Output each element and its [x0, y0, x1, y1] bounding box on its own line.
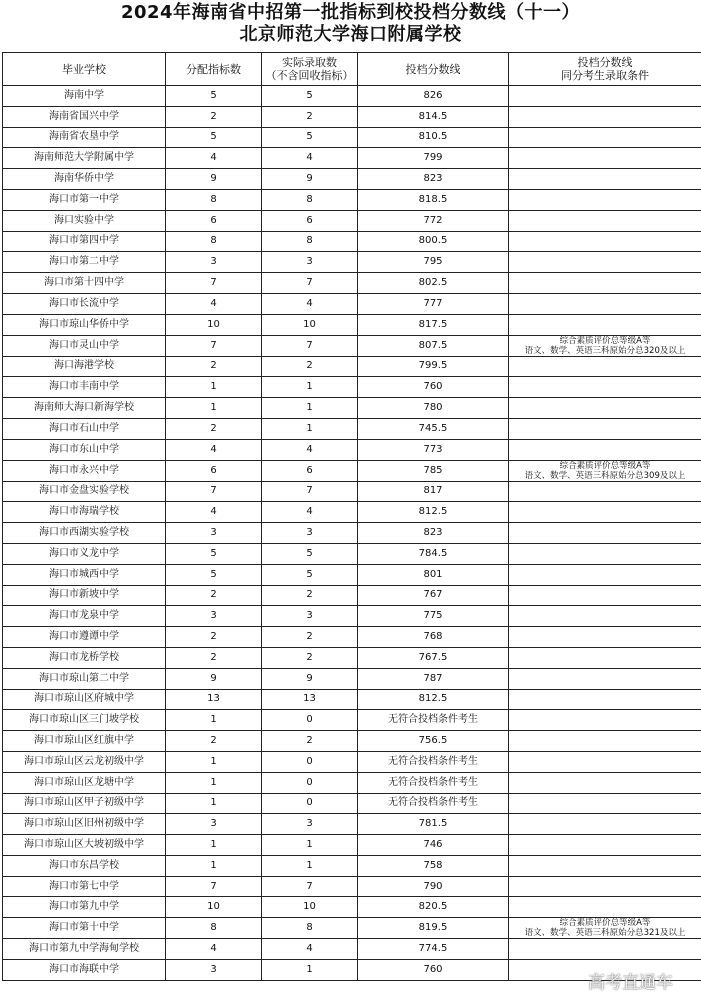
- cell-condition: [509, 377, 701, 398]
- cell-condition: [509, 564, 701, 585]
- cell-school: 海南省国兴中学: [3, 106, 166, 127]
- table-row: [3, 439, 701, 460]
- cell-actual: 0: [262, 710, 358, 731]
- cell-score: 817.5: [358, 314, 509, 335]
- cell-actual: 4: [262, 502, 358, 523]
- cell-school: 海口海港学校: [3, 356, 166, 377]
- cell-condition: [509, 335, 701, 356]
- cell-school: 海口市第七中学: [3, 876, 166, 897]
- cell-score: 819.5: [358, 918, 509, 939]
- cell-condition: [509, 751, 701, 772]
- table-row: [3, 398, 701, 419]
- cell-condition: [509, 418, 701, 439]
- cell-condition: [509, 148, 701, 169]
- cell-score: 810.5: [358, 127, 509, 148]
- cell-school: 海口市琼山区云龙初级中学: [3, 751, 166, 772]
- cell-actual: 7: [262, 273, 358, 294]
- table-row: [3, 127, 701, 148]
- table-row: [3, 106, 701, 127]
- table-body: [3, 86, 701, 981]
- cell-school: 海口市龙桥学校: [3, 647, 166, 668]
- table-row: [3, 564, 701, 585]
- document-title: 2024年海南省中招第一批指标到校投档分数线（十一）: [120, 2, 581, 23]
- cell-quota: 2: [166, 627, 262, 648]
- cell-score: 780: [358, 398, 509, 419]
- cell-condition: [509, 481, 701, 502]
- cell-actual: 1: [262, 418, 358, 439]
- cell-actual: 2: [262, 356, 358, 377]
- cell-condition: [509, 814, 701, 835]
- cell-quota: 2: [166, 418, 262, 439]
- cell-school: 海口市琼山区三门坡学校: [3, 710, 166, 731]
- cell-actual: 5: [262, 86, 358, 107]
- cell-school: 海口市第二中学: [3, 252, 166, 273]
- condition-line1: 综合素质评价总等级A等: [559, 918, 651, 929]
- cell-school: 海口市琼山区甲子初级中学: [3, 793, 166, 814]
- cell-score: 818.5: [358, 189, 509, 210]
- cell-school: 海口市金盘实验学校: [3, 481, 166, 502]
- cell-quota: 4: [166, 502, 262, 523]
- table-row: [3, 460, 701, 481]
- cell-school: 海南华侨中学: [3, 169, 166, 190]
- table-row: [3, 627, 701, 648]
- table-row: [3, 148, 701, 169]
- cell-score: 799: [358, 148, 509, 169]
- header-actual: [262, 53, 358, 86]
- cell-condition: [509, 86, 701, 107]
- cell-score: 758: [358, 855, 509, 876]
- cell-actual: 9: [262, 169, 358, 190]
- cell-condition: [509, 293, 701, 314]
- cell-condition: [509, 502, 701, 523]
- cell-quota: 2: [166, 356, 262, 377]
- cell-actual: 6: [262, 460, 358, 481]
- cell-score: 823: [358, 169, 509, 190]
- cell-condition: [509, 627, 701, 648]
- cell-actual: 3: [262, 252, 358, 273]
- table-row: [3, 231, 701, 252]
- cell-quota: 7: [166, 273, 262, 294]
- cell-score: 790: [358, 876, 509, 897]
- cell-condition: [509, 127, 701, 148]
- condition-line2: 语文、数学、英语三科原始分总321及以上: [524, 928, 686, 939]
- table-row: [3, 876, 701, 897]
- cell-quota: 2: [166, 585, 262, 606]
- cell-score: 807.5: [358, 335, 509, 356]
- cell-actual: 5: [262, 564, 358, 585]
- table-row: [3, 772, 701, 793]
- cell-quota: 1: [166, 772, 262, 793]
- cell-actual: 0: [262, 751, 358, 772]
- cell-score: 799.5: [358, 356, 509, 377]
- document-subtitle: 北京师范大学海口附属学校: [239, 24, 462, 45]
- cell-actual: 6: [262, 210, 358, 231]
- cell-actual: 0: [262, 793, 358, 814]
- cell-school: 海口市第一中学: [3, 189, 166, 210]
- table-row: [3, 543, 701, 564]
- cell-school: 海口市灵山中学: [3, 335, 166, 356]
- cell-actual: 2: [262, 106, 358, 127]
- cell-score: 785: [358, 460, 509, 481]
- cell-school: 海口市琼山区大坡初级中学: [3, 835, 166, 856]
- cell-score: 812.5: [358, 689, 509, 710]
- cell-school: 海口市海联中学: [3, 960, 166, 981]
- cell-school: 海口实验中学: [3, 210, 166, 231]
- cell-school: 海口市琼山区红旗中学: [3, 731, 166, 752]
- cell-school: 海口市西湖实验学校: [3, 523, 166, 544]
- cell-quota: 2: [166, 731, 262, 752]
- cell-quota: 10: [166, 314, 262, 335]
- cell-score: 746: [358, 835, 509, 856]
- table-row: [3, 939, 701, 960]
- cell-quota: 4: [166, 293, 262, 314]
- cell-school: 海口市琼山区龙塘中学: [3, 772, 166, 793]
- cell-condition: [509, 710, 701, 731]
- cell-actual: 4: [262, 293, 358, 314]
- cell-quota: 8: [166, 231, 262, 252]
- cell-actual: 13: [262, 689, 358, 710]
- table-row: [3, 418, 701, 439]
- table-row: [3, 481, 701, 502]
- cell-actual: 8: [262, 231, 358, 252]
- cell-school: 海口市遵谭中学: [3, 627, 166, 648]
- cell-quota: 2: [166, 106, 262, 127]
- cell-actual: 1: [262, 398, 358, 419]
- header-actual-line2: （不含回收指标）: [265, 69, 354, 82]
- condition-line2: 语文、数学、英语三科原始分总309及以上: [524, 470, 686, 481]
- cell-actual: 2: [262, 585, 358, 606]
- cell-score: 802.5: [358, 273, 509, 294]
- cell-actual: 0: [262, 772, 358, 793]
- cell-score: 800.5: [358, 231, 509, 252]
- table-row: [3, 647, 701, 668]
- cell-school: 海南师大海口新海学校: [3, 398, 166, 419]
- cell-school: 海口市琼山区旧州初级中学: [3, 814, 166, 835]
- table-row: [3, 273, 701, 294]
- cell-actual: 7: [262, 481, 358, 502]
- cell-quota: 3: [166, 606, 262, 627]
- cell-actual: 1: [262, 377, 358, 398]
- cell-school: 海口市海瑞学校: [3, 502, 166, 523]
- cell-school: 海口市琼山第二中学: [3, 668, 166, 689]
- cell-score: 777: [358, 293, 509, 314]
- cell-score: 756.5: [358, 731, 509, 752]
- cell-score: 812.5: [358, 502, 509, 523]
- cell-school: 海口市第九中学: [3, 897, 166, 918]
- table-row: [3, 814, 701, 835]
- cell-quota: 1: [166, 793, 262, 814]
- cell-actual: 7: [262, 335, 358, 356]
- cell-quota: 7: [166, 335, 262, 356]
- cell-school: 海口市东山中学: [3, 439, 166, 460]
- cell-school: 海口市丰南中学: [3, 377, 166, 398]
- table-row: [3, 689, 701, 710]
- cell-quota: 4: [166, 939, 262, 960]
- cell-quota: 9: [166, 668, 262, 689]
- table-row: [3, 585, 701, 606]
- cell-score: 772: [358, 210, 509, 231]
- cell-actual: 8: [262, 918, 358, 939]
- cell-quota: 5: [166, 127, 262, 148]
- header-score: 投档分数线: [358, 53, 509, 86]
- cell-score: 801: [358, 564, 509, 585]
- cell-quota: 3: [166, 814, 262, 835]
- cell-score: 无符合投档条件考生: [358, 751, 509, 772]
- cell-school: 海口市义龙中学: [3, 543, 166, 564]
- table-row: [3, 169, 701, 190]
- cell-quota: 3: [166, 523, 262, 544]
- table-header-row: [3, 53, 701, 86]
- cell-school: 海南省农垦中学: [3, 127, 166, 148]
- cell-actual: 2: [262, 647, 358, 668]
- table-row: [3, 293, 701, 314]
- header-school: 毕业学校: [3, 53, 166, 86]
- cell-quota: 6: [166, 460, 262, 481]
- cell-score: 768: [358, 627, 509, 648]
- cell-school: 海口市城西中学: [3, 564, 166, 585]
- cell-condition: [509, 606, 701, 627]
- cell-condition: [509, 398, 701, 419]
- header-condition-line2: 同分考生录取条件: [561, 69, 649, 82]
- cell-school: 海口市第十四中学: [3, 273, 166, 294]
- table-row: [3, 523, 701, 544]
- cell-quota: 3: [166, 960, 262, 981]
- cell-school: 海口市龙泉中学: [3, 606, 166, 627]
- table-row: [3, 855, 701, 876]
- cell-actual: 1: [262, 960, 358, 981]
- cell-actual: 3: [262, 606, 358, 627]
- cell-condition: [509, 252, 701, 273]
- cell-score: 760: [358, 960, 509, 981]
- cell-quota: 6: [166, 210, 262, 231]
- cell-condition: [509, 731, 701, 752]
- cell-school: 海口市琼山华侨中学: [3, 314, 166, 335]
- cell-condition: [509, 772, 701, 793]
- cell-score: 826: [358, 86, 509, 107]
- header-condition-line1: 投档分数线: [577, 56, 633, 69]
- cell-score: 784.5: [358, 543, 509, 564]
- table-row: [3, 793, 701, 814]
- cell-school: 海口市第九中学海甸学校: [3, 939, 166, 960]
- cell-actual: 1: [262, 855, 358, 876]
- cell-condition: [509, 439, 701, 460]
- table-row: [3, 86, 701, 107]
- condition-line1: 综合素质评价总等级A等: [559, 335, 651, 346]
- cell-actual: 3: [262, 523, 358, 544]
- cell-score: 745.5: [358, 418, 509, 439]
- cell-school: 海南中学: [3, 86, 166, 107]
- cell-actual: 1: [262, 835, 358, 856]
- cell-quota: 9: [166, 169, 262, 190]
- cell-score: 814.5: [358, 106, 509, 127]
- cell-school: 海口市永兴中学: [3, 460, 166, 481]
- cell-actual: 4: [262, 439, 358, 460]
- table-row: [3, 710, 701, 731]
- cell-quota: 4: [166, 439, 262, 460]
- cell-quota: 1: [166, 751, 262, 772]
- cell-quota: 1: [166, 710, 262, 731]
- cell-actual: 9: [262, 668, 358, 689]
- cell-actual: 2: [262, 731, 358, 752]
- cell-condition: [509, 523, 701, 544]
- header-quota: 分配指标数: [166, 53, 262, 86]
- cell-condition: [509, 855, 701, 876]
- cell-actual: 5: [262, 127, 358, 148]
- cell-quota: 8: [166, 189, 262, 210]
- cell-quota: 5: [166, 543, 262, 564]
- cell-score: 781.5: [358, 814, 509, 835]
- cell-score: 无符合投档条件考生: [358, 710, 509, 731]
- cell-school: 海口市东昌学校: [3, 855, 166, 876]
- cell-score: 820.5: [358, 897, 509, 918]
- cell-school: 海口市琼山区府城中学: [3, 689, 166, 710]
- cell-score: 无符合投档条件考生: [358, 772, 509, 793]
- cell-school: 海口市长流中学: [3, 293, 166, 314]
- cell-score: 775: [358, 606, 509, 627]
- cell-score: 760: [358, 377, 509, 398]
- cell-quota: 3: [166, 252, 262, 273]
- table-row: [3, 189, 701, 210]
- cell-school: 海口市第四中学: [3, 231, 166, 252]
- cell-condition: [509, 939, 701, 960]
- cell-condition: [509, 543, 701, 564]
- cell-quota: 5: [166, 564, 262, 585]
- cell-quota: 1: [166, 855, 262, 876]
- cell-score: 823: [358, 523, 509, 544]
- cell-quota: 4: [166, 148, 262, 169]
- table-row: [3, 731, 701, 752]
- table-row: [3, 751, 701, 772]
- cell-condition: [509, 189, 701, 210]
- cell-actual: 4: [262, 148, 358, 169]
- cell-actual: 10: [262, 897, 358, 918]
- cell-quota: 7: [166, 481, 262, 502]
- cell-quota: 7: [166, 876, 262, 897]
- cell-school: 海口市新坡中学: [3, 585, 166, 606]
- cell-score: 774.5: [358, 939, 509, 960]
- cell-school: 海口市石山中学: [3, 418, 166, 439]
- cell-quota: 1: [166, 377, 262, 398]
- table-row: [3, 918, 701, 939]
- cell-score: 787: [358, 668, 509, 689]
- cell-score: 773: [358, 439, 509, 460]
- cell-actual: 3: [262, 814, 358, 835]
- cell-condition: [509, 689, 701, 710]
- table-row: [3, 335, 701, 356]
- cell-actual: 8: [262, 189, 358, 210]
- header-condition: [509, 53, 701, 86]
- cell-school: 海南师范大学附属中学: [3, 148, 166, 169]
- cell-quota: 1: [166, 835, 262, 856]
- cell-condition: [509, 356, 701, 377]
- table-row: [3, 668, 701, 689]
- table-row: [3, 377, 701, 398]
- cell-condition: [509, 314, 701, 335]
- cell-score: 795: [358, 252, 509, 273]
- cell-condition: [509, 231, 701, 252]
- cell-actual: 2: [262, 627, 358, 648]
- table-row: [3, 356, 701, 377]
- cell-actual: 7: [262, 876, 358, 897]
- cell-condition: [509, 793, 701, 814]
- cell-condition: [509, 106, 701, 127]
- cell-condition: [509, 460, 701, 481]
- score-table: [2, 52, 701, 981]
- header-actual-line1: 实际录取数: [282, 56, 337, 69]
- cell-score: 无符合投档条件考生: [358, 793, 509, 814]
- table-row: [3, 835, 701, 856]
- cell-condition: [509, 273, 701, 294]
- condition-line2: 语文、数学、英语三科原始分总320及以上: [524, 345, 686, 356]
- watermark: 高考直通车: [588, 973, 673, 993]
- cell-condition: [509, 585, 701, 606]
- cell-quota: 8: [166, 918, 262, 939]
- cell-quota: 13: [166, 689, 262, 710]
- cell-condition: [509, 647, 701, 668]
- table-row: [3, 897, 701, 918]
- cell-condition: [509, 835, 701, 856]
- cell-score: 817: [358, 481, 509, 502]
- cell-quota: 5: [166, 86, 262, 107]
- cell-condition: [509, 169, 701, 190]
- cell-quota: 10: [166, 897, 262, 918]
- cell-actual: 5: [262, 543, 358, 564]
- table-row: [3, 502, 701, 523]
- condition-line1: 综合素质评价总等级A等: [559, 460, 651, 471]
- table-row: [3, 606, 701, 627]
- cell-school: 海口市第十中学: [3, 918, 166, 939]
- cell-quota: 1: [166, 398, 262, 419]
- cell-condition: [509, 918, 701, 939]
- cell-quota: 2: [166, 647, 262, 668]
- cell-actual: 4: [262, 939, 358, 960]
- cell-actual: 10: [262, 314, 358, 335]
- cell-condition: [509, 210, 701, 231]
- cell-condition: [509, 897, 701, 918]
- table-row: [3, 314, 701, 335]
- cell-score: 767.5: [358, 647, 509, 668]
- cell-condition: [509, 668, 701, 689]
- cell-condition: [509, 876, 701, 897]
- table-row: [3, 210, 701, 231]
- table-row: [3, 252, 701, 273]
- cell-score: 767: [358, 585, 509, 606]
